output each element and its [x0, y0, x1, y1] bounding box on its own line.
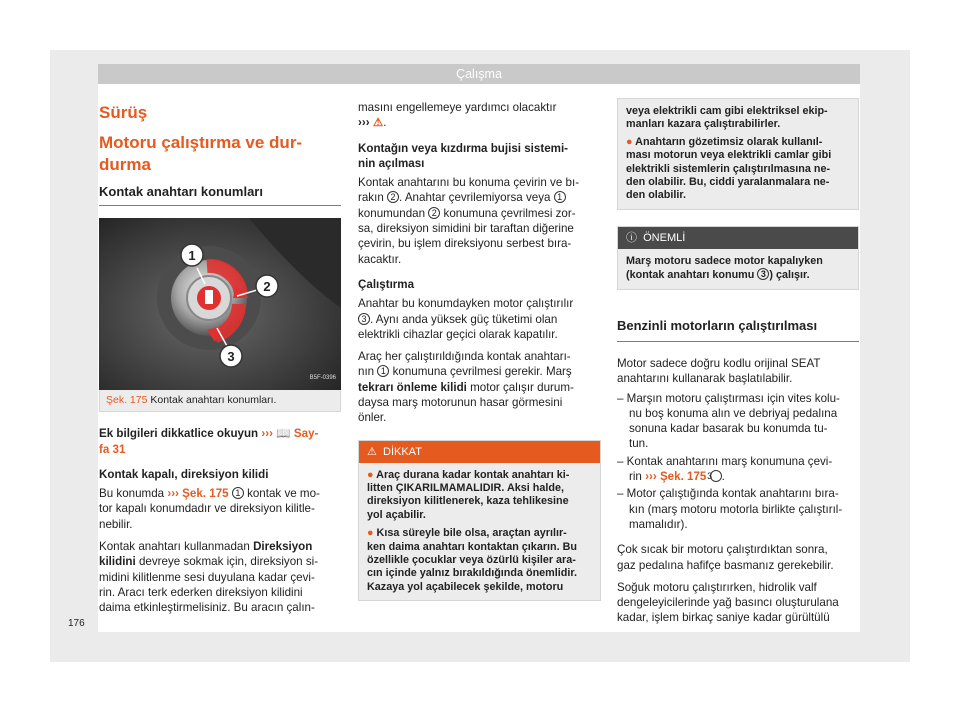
page-link[interactable]: Say- fa 31 — [99, 427, 319, 456]
position-badge: 2 — [428, 207, 440, 219]
callout-3 — [220, 345, 242, 367]
chapter-title: Motoru çalıştırma ve dur- durma — [99, 133, 303, 174]
warning-item: ● Araç durana kadar kontak anahtarı ki- litten ÇIKARILMAMALIDIR. Aksi halde, direksiyon kilitlenerek, kaza tehlikesine yol açabilir. — [367, 468, 570, 521]
warning-item: ● Anahtarın gözetimsiz olarak kullanıl- ması motorun veya elektrikli camlar gibi elektrikli sistemlerin çalıştırılmasına ne- den olabilir. Bu, ciddi yaralanmalara ne- den olabilir. — [626, 135, 832, 202]
warning-triangle-icon: ⚠ — [367, 445, 377, 458]
position-badge: 2 — [387, 191, 399, 203]
column-2 — [358, 92, 601, 601]
section-title: Sürüş — [99, 103, 148, 122]
running-header: Çalışma — [98, 64, 860, 84]
caption-text: Kontak anahtarı konumları. — [150, 394, 277, 407]
svg-text:2: 2 — [263, 279, 271, 295]
paragraph-key: Motor sadece doğru kodlu orijinal SEAT anahtarını kullanarak başlatılabilir. — [617, 356, 821, 386]
paragraph-steering-lock: Kontak anahtarı kullanmadan Direksiyon kilidini devreye sokmak için, direksiyon si- midini kilitlenme sesi duyulana kadar çevi- rin. Aracı terk ederken direksiyon kilidini daima etkinleştirmelisiniz. Bu aracın çalın- — [99, 540, 319, 615]
paragraph-hot-engine: Çok sıcak bir motoru çalıştırdıktan sonra, gaz pedalına hafifçe basmanız gerekebilir. — [617, 543, 834, 572]
warning-header: ⚠ DİKKAT — [359, 441, 600, 463]
ignition-figure — [99, 218, 341, 390]
note-box — [617, 226, 859, 290]
callout-1 — [181, 244, 203, 266]
position-badge: 1 — [232, 487, 244, 499]
paragraph-cold-engine: Soğuk motoru çalıştırırken, hidrolik valf dengeleyicilerinde yağ basıncı oluşturulana kadar, işlem birkaç saniye kadar gürültülü — [617, 580, 839, 625]
warning-box — [358, 440, 601, 602]
position-badge: 3 — [757, 268, 769, 280]
figure-code: B5F-0396 — [309, 375, 336, 381]
warning-body — [359, 463, 600, 601]
subsection-title-petrol: Benzinli motorların çalıştırılması — [617, 316, 859, 342]
figure-caption — [99, 390, 341, 412]
svg-text:1: 1 — [188, 248, 196, 264]
subsection-title: Kontak anahtarı konumları — [99, 184, 341, 206]
warning-box-continued — [617, 98, 859, 210]
note-body: Marş motoru sadece motor kapalıyken (kontak anahtarı konumu 3 ) çalışır. — [626, 254, 823, 282]
warning-icon[interactable]: ⚠ — [372, 116, 384, 130]
page-number: 176 — [68, 618, 85, 629]
position-badge: 1 — [377, 365, 389, 377]
column-1 — [99, 92, 341, 616]
position-badge: 3 — [358, 313, 370, 325]
book-icon: 📖 — [276, 427, 291, 441]
paragraph-ignition-off: Bu konumda ››› Şek. 175 1 kontak ve mo- tor kapalı konumdadır ve direksiyon kilitle- nebilir. — [99, 487, 320, 531]
paragraph-restart-lock: Araç her çalıştırıldığında kontak anahtarı- nın 1 konumuna çevrilmesi gerekir. Marş tekrarı önleme kilidi motor çalışır durum- daysa marş motorunun hasar görmesini önler. — [358, 350, 574, 425]
heading-ignition-off: Kontak kapalı, direksiyon kilidi — [99, 467, 269, 481]
heading-starting: Çalıştırma — [358, 277, 415, 291]
figure-link[interactable]: Şek. 175 — [659, 470, 707, 484]
list-item: – Motor çalıştığında kontak anahtarını bıra- kın (marş motoru motorla birlikte çalıştırıl- mamalıdır). — [617, 487, 843, 531]
info-circle-icon: ⓘ — [626, 231, 637, 244]
position-badge: 3 — [710, 470, 722, 482]
paragraph-starting: Anahtar bu konumdayken motor çalıştırılır 3 . Aynı anda yüksek güç tüketimi olan elektrikli cihazlar geçici olarak kapatılır. — [358, 297, 574, 341]
warning-lead: veya elektrikli cam gibi elektriksel ekip- manları kazara çalıştırabilirler. — [626, 105, 828, 131]
steps-list — [617, 391, 859, 533]
heading-ignition-on: Kontağın veya kızdırma bujisi sistemi- nin açılması — [358, 141, 569, 170]
note-header: ⓘ ÖNEMLİ — [618, 227, 858, 249]
position-badge: 1 — [554, 191, 566, 203]
column-3 — [617, 92, 859, 626]
list-item: – Kontak anahtarını marş konumuna çevi- rin ››› Şek. 175 3 . — [617, 454, 833, 484]
paragraph-ignition-on: Kontak anahtarını bu konuma çevirin ve bı- rakın 2 . Anahtar çevrilemiyorsa veya 1 konumundan 2 konumuna çevrilmesi zor- sa, direksiyon simidini bir taraftan diğerine çevirin, bu işlem direksiyonu serbest bıra- kacaktır. — [358, 176, 580, 266]
caption-ref: Şek. 175 — [106, 394, 148, 407]
list-item: – Marşın motoru çalıştırması için vites kolu- nu boş konuma alın ve debriyaj pedalına sonuna kadar basarak bu konumda tu- tun. — [617, 391, 840, 451]
warning-item: ● Kısa süreyle bile olsa, araçtan ayrılır- ken daima anahtarı kontaktan çıkarın. Bu özellikle çocuklar veya özürlü kişiler ara- cın içinde yalnız bırakıldığında önemlidir. Kazaya yol açabilecek şekilde, motoru — [367, 527, 578, 593]
svg-text:3: 3 — [227, 349, 235, 365]
paragraph-continued: masını engellemeye yardımcı olacaktır ››› ⚠. — [358, 101, 557, 130]
ignition-illustration — [99, 218, 341, 390]
figure-link[interactable]: Şek. 175 — [182, 487, 229, 501]
callout-2 — [256, 275, 278, 297]
reading-reference: Ek bilgileri dikkatlice okuyun ››› 📖 Say- fa 31 — [99, 427, 319, 456]
